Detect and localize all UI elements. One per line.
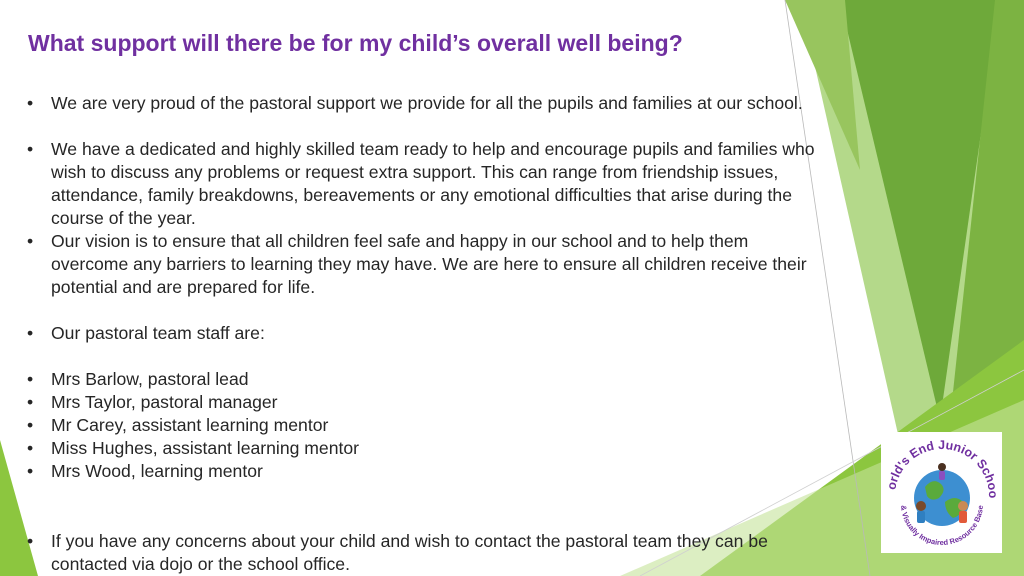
staff-name: Miss Hughes, assistant learning mentor (51, 438, 360, 458)
bullet-dot: • (27, 461, 34, 481)
staff-name: Mrs Wood, learning mentor (51, 461, 263, 481)
bullet-text: Our vision is to ensure that all children feel safe and happy in our school and to help them overcome any barriers to learning they may have. We are here to ensure all children receive their potential and are prepared for life. (51, 231, 807, 297)
staff-name: Mr Carey, assistant learning mentor (51, 415, 329, 435)
slide-title: What support will there be for my child’s overall well being? (28, 30, 683, 56)
staff-intro (27, 322, 817, 345)
bullet-text: We have a dedicated and highly skilled team ready to help and encourage pupils and families who wish to discuss any problems or request extra support. This can range from friendship issues, attendance, family breakdowns, bereavements or any emotional difficulties that arise during the course of the year. (51, 139, 815, 228)
bullet-dot: • (27, 369, 34, 389)
bullet-dot: • (27, 139, 34, 159)
staff-item (27, 437, 817, 460)
staff-item (27, 391, 817, 414)
bullet-dot: • (27, 392, 34, 412)
staff-item (27, 368, 817, 391)
bullet-dot: • (27, 531, 34, 551)
globe-with-children-icon (881, 432, 1002, 553)
bullet-item (27, 230, 817, 299)
staff-name: Mrs Barlow, pastoral lead (51, 369, 249, 389)
staff-item (27, 414, 817, 437)
bullet-dot: • (27, 415, 34, 435)
logo-text-bottom: & Visually Impaired Resource Base (898, 504, 986, 548)
school-logo (881, 432, 1002, 553)
bullet-dot: • (27, 323, 34, 343)
bullet-dot: • (27, 438, 34, 458)
bullet-dot: • (27, 93, 34, 113)
staff-item (27, 460, 817, 483)
bullet-dot: • (27, 231, 34, 251)
bullet-text: Our pastoral team staff are: (51, 323, 265, 343)
bullet-item (27, 92, 817, 115)
logo-text-top: orld's End Junior Schoo (884, 437, 1001, 499)
bullet-text: If you have any concerns about your child and wish to contact the pastoral team they can be contacted via dojo or the school office. (51, 531, 768, 574)
bullet-text: We are very proud of the pastoral support we provide for all the pupils and families at our school. (51, 93, 803, 113)
bullet-item (27, 138, 817, 230)
contact-note (27, 530, 817, 576)
staff-name: Mrs Taylor, pastoral manager (51, 392, 278, 412)
